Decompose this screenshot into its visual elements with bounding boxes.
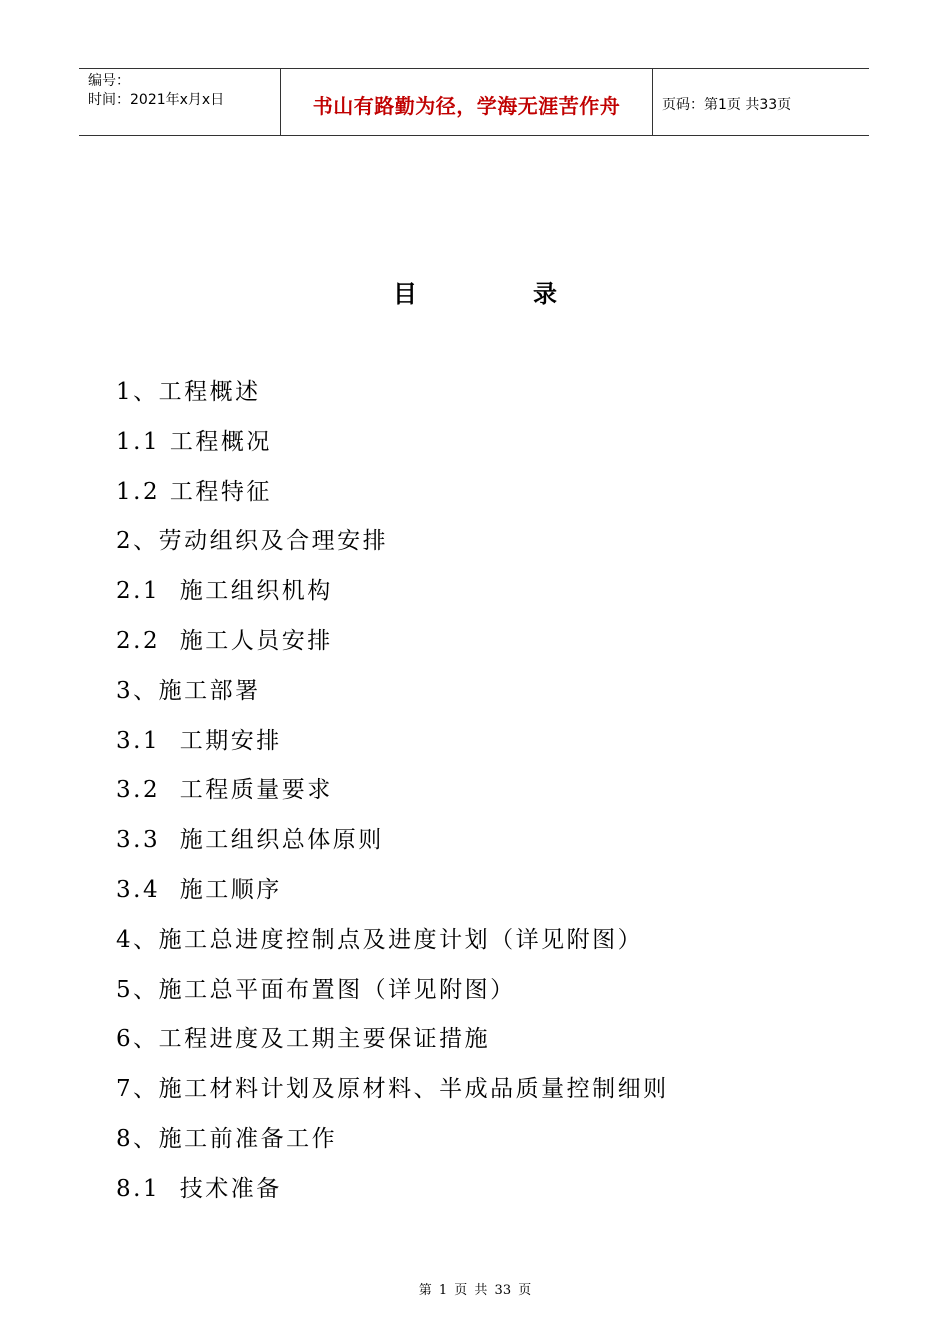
header-motto: 书山有路勤为径，学海无涯苦作舟 bbox=[312, 93, 621, 118]
toc-item: 3.3 施工组织总体原则 bbox=[116, 827, 384, 854]
toc-item: 2、劳动组织及合理安排 bbox=[116, 528, 389, 555]
header-motto-cell bbox=[281, 69, 653, 135]
toc-item: 1.2 工程特征 bbox=[116, 478, 272, 505]
toc-item: 2.1 施工组织机构 bbox=[116, 578, 333, 605]
header-info-cell bbox=[79, 69, 281, 135]
page-header bbox=[79, 68, 869, 136]
page-footer: 第 1 页 共 33 页 bbox=[418, 1283, 532, 1298]
toc-title: 目录 bbox=[393, 279, 673, 308]
toc-item: 8.1 技术准备 bbox=[116, 1175, 282, 1202]
header-time-label: 时间：2021年x月x日 bbox=[88, 92, 225, 108]
toc-item: 3.2 工程质量要求 bbox=[116, 777, 333, 804]
toc-item: 6、工程进度及工期主要保证措施 bbox=[116, 1026, 491, 1053]
header-page-cell bbox=[653, 69, 869, 135]
toc-item: 5、施工总平面布置图（详见附图） bbox=[116, 976, 516, 1003]
toc-item: 3、施工部署 bbox=[116, 677, 261, 704]
toc-item: 3.1 工期安排 bbox=[116, 727, 282, 754]
toc-item: 3.4 施工顺序 bbox=[116, 876, 282, 903]
toc-item: 8、施工前准备工作 bbox=[116, 1125, 338, 1152]
table-of-contents bbox=[116, 372, 669, 1219]
toc-item: 4、施工总进度控制点及进度计划（详见附图） bbox=[116, 926, 644, 953]
toc-item: 1、工程概述 bbox=[116, 379, 261, 405]
header-number-label: 编号： bbox=[88, 73, 130, 89]
toc-item: 2.2 施工人员安排 bbox=[116, 627, 333, 654]
toc-item: 7、施工材料计划及原材料、半成品质量控制细则 bbox=[116, 1076, 669, 1103]
toc-item: 1.1 工程概况 bbox=[116, 428, 272, 455]
header-page-info: 页码：第1页 共33页 bbox=[662, 97, 792, 113]
